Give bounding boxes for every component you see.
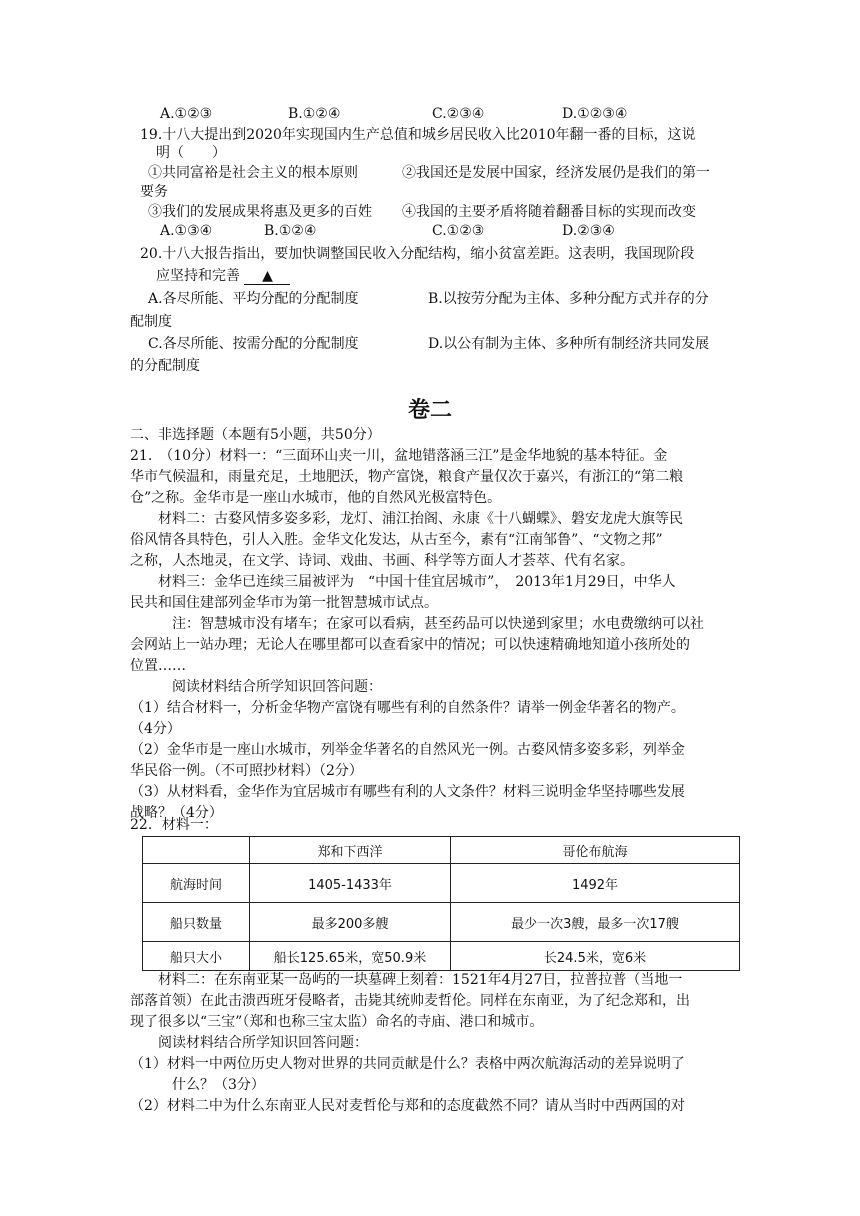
q19-option-d: D.②③④ — [562, 223, 615, 239]
table-cell: 最多200多艘 — [250, 903, 451, 942]
table-cell: 船只大小 — [143, 942, 250, 971]
q21-line: 战略？（4分） — [130, 805, 223, 821]
q21-line: 之称，人杰地灵，在文学、诗词、戏曲、书画、科学等方面人才荟萃、代有名家。 — [130, 553, 634, 569]
q21-line: 仓”之称。金华市是一座山水城市，他的自然风光极富特色。 — [130, 490, 502, 506]
table-row — [143, 864, 740, 903]
table-cell: 1405-1433年 — [250, 864, 451, 903]
q19-stem-line1: 19.十八大提出到2020年实现国内生产总值和城乡居民收入比2010年翻一番的目标，这说 — [140, 127, 696, 143]
q19-item4: ④我国的主要矛盾将随着翻番目标的实现而改变 — [402, 204, 696, 220]
q22-line: （2）材料二中为什么东南亚人民对麦哲伦与郑和的态度截然不同？请从当时中西两国的对 — [130, 1098, 685, 1114]
q19-option-a: A.①③④ — [160, 223, 213, 239]
q21-line: 俗风情各具特色，引人入胜。金华文化发达，从古至今，素有“江南邹鲁”、“文物之邦” — [130, 532, 663, 548]
q20-stem-text: 应坚持和完善 — [156, 268, 240, 284]
voyage-comparison-table — [142, 836, 740, 971]
q21-line: 阅读材料结合所学知识回答问题： — [130, 679, 382, 695]
q20-option-b-part1: B.以按劳分配为主体、多种分配方式并存的分 — [428, 291, 709, 307]
table-row — [143, 903, 740, 942]
q21-line: 21. （10分）材料一：“三面环山夹一川，盆地错落涵三江”是金华地貌的基本特征。金 — [130, 448, 668, 464]
q20-stem-line1: 20.十八大报告指出，要加快调整国民收入分配结构，缩小贫富差距。这表明，我国现阶段 — [140, 246, 695, 262]
q18-option-b: B.①②④ — [288, 106, 341, 122]
q18-option-c: C.②③④ — [432, 106, 485, 122]
q22-line: 什么？（3分） — [130, 1077, 265, 1093]
q21-line: 注：智慧城市没有堵车；在家可以看病，甚至药品可以快递到家里；水电费缴纳可以社 — [130, 616, 704, 632]
q20-stem-line2 — [156, 266, 290, 286]
q19-stem-line2: 明（ ） — [156, 145, 226, 161]
q21-line: 材料三：金华已连续三届被评为 “中国十佳宜居城市”， 2013年1月29日，中华人 — [130, 574, 676, 590]
q21-line: 位置…… — [130, 658, 186, 674]
q21-line: 会网站上一站办理；无论人在哪里都可以查看家中的情况；可以快速精确地知道小孩所处的 — [130, 637, 690, 653]
q19-item2-part2: 要务 — [140, 184, 168, 200]
table-header-cell — [143, 837, 250, 864]
q19-option-c: C.①②③ — [432, 223, 485, 239]
table-row — [143, 942, 740, 971]
q20-option-d-part1: D.以公有制为主体、多种所有制经济共同发展 — [428, 336, 710, 352]
q21-line: （1）结合材料一，分析金华物产富饶有哪些有利的自然条件？请举一例金华著名的物产。 — [130, 700, 685, 716]
table-header-row — [143, 837, 740, 864]
q21-line: 华市气候温和，雨量充足，土地肥沃，物产富饶，粮食产量仅次于嘉兴，有浙江的“第二粮 — [130, 469, 684, 485]
table-header-cell: 郑和下西洋 — [250, 837, 451, 864]
q22-line: 现了很多以“三宝”（郑和也称三宝太监）命名的寺庙、港口和城市。 — [130, 1014, 544, 1030]
q21-line: 材料二：古婺风情多姿多彩，龙灯、浦江抬阁、永康《十八蝴蝶》、磐安龙虎大旗等民 — [130, 511, 683, 527]
q18-option-a: A.①②③ — [160, 106, 213, 122]
q22-line: 部落首领）在此击溃西班牙侵略者，击毙其统帅麦哲伦。同样在东南亚，为了纪念郑和，出 — [130, 993, 690, 1009]
q20-option-a: A.各尽所能、平均分配的分配制度 — [148, 291, 359, 307]
q22-line: 阅读材料结合所学知识回答问题： — [130, 1035, 368, 1051]
q22-label: 22．材料一： — [130, 817, 218, 833]
q19-item3: ③我们的发展成果将惠及更多的百姓 — [148, 204, 372, 220]
answer-blank — [244, 268, 290, 285]
q20-option-c: C.各尽所能、按需分配的分配制度 — [148, 336, 359, 352]
q20-option-b-part2: 配制度 — [130, 314, 172, 330]
q21-line: 民共和国住建部列金华市为第一批智慧城市试点。 — [130, 595, 438, 611]
table-cell: 船只数量 — [143, 903, 250, 942]
q22-line: （1）材料一中两位历史人物对世界的共同贡献是什么？表格中两次航海活动的差异说明了 — [130, 1056, 685, 1072]
q21-line: （3）从材料看，金华作为宜居城市有哪些有利的人文条件？材料三说明金华坚持哪些发展 — [130, 784, 685, 800]
q21-line: （4分） — [130, 721, 181, 737]
q21-line: 华民俗一例。（不可照抄材料）（2分） — [130, 763, 363, 779]
section-intro: 二、非选择题（本题有5小题，共50分） — [130, 427, 381, 443]
q19-option-b: B.①②④ — [264, 223, 317, 239]
table-cell: 最少一次3艘，最多一次17艘 — [451, 903, 740, 942]
triangle-marker-icon: ▲ — [262, 268, 273, 284]
table-header-cell: 哥伦布航海 — [451, 837, 740, 864]
q19-item2-part1: ②我国还是发展中国家，经济发展仍是我们的第一 — [402, 165, 710, 181]
section-title: 卷二 — [407, 398, 452, 423]
table-cell: 航海时间 — [143, 864, 250, 903]
table-cell: 长24.5米，宽6米 — [451, 942, 740, 971]
table-cell: 1492年 — [451, 864, 740, 903]
q21-line: （2）金华市是一座山水城市，列举金华著名的自然风光一例。古婺风情多姿多彩，列举金 — [130, 742, 685, 758]
q19-item1: ①共同富裕是社会主义的根本原则 — [148, 165, 358, 181]
q22-line: 材料二：在东南亚某一岛屿的一块墓碑上刻着：1521年4月27日，拉普拉普（当地一 — [130, 972, 683, 988]
q20-option-d-part2: 的分配制度 — [130, 358, 200, 374]
q18-option-d: D.①②③④ — [562, 106, 628, 122]
table-cell: 船长125.65米，宽50.9米 — [250, 942, 451, 971]
